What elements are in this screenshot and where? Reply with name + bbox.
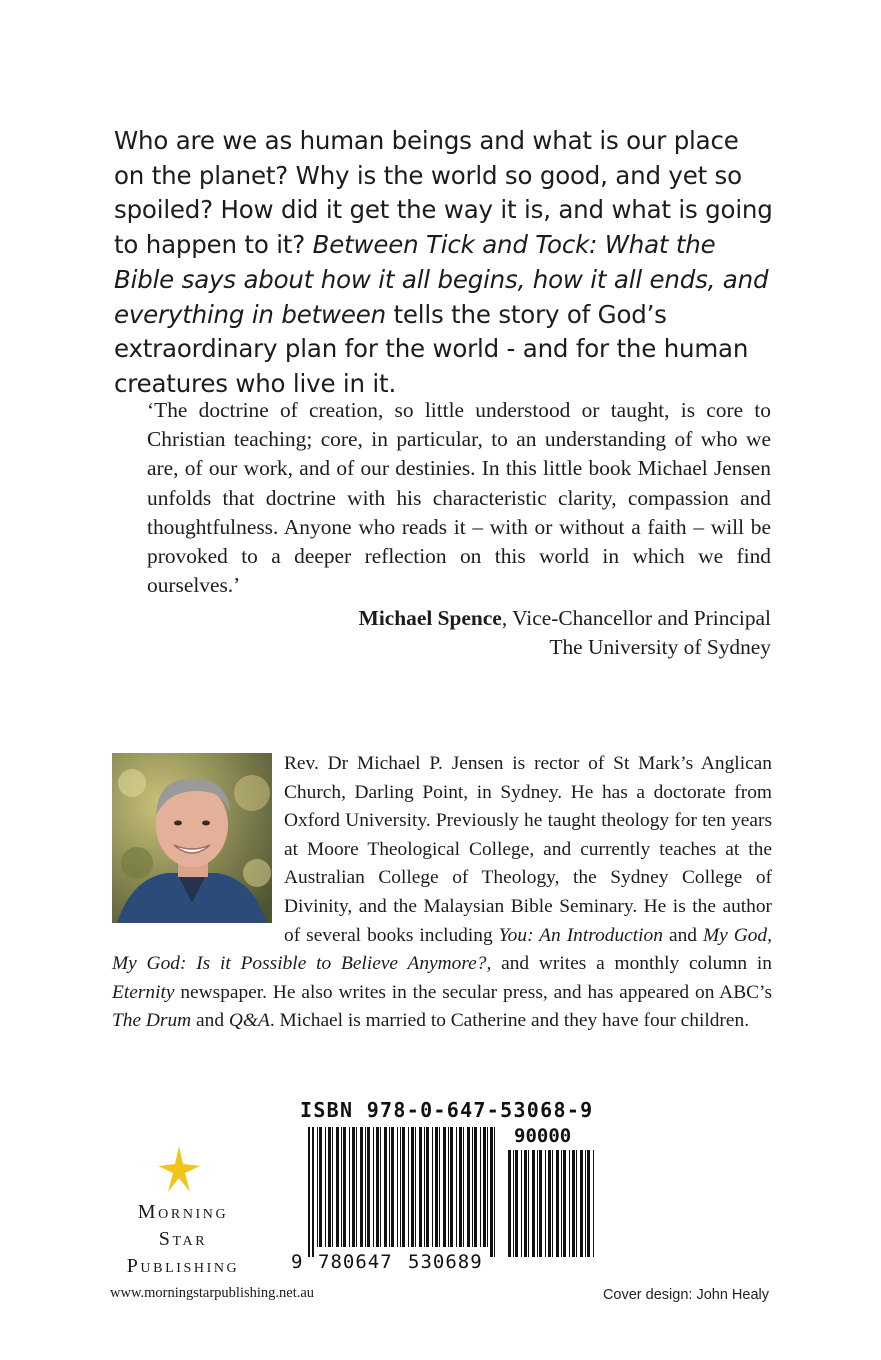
show-title-the-drum: The Drum	[112, 1010, 192, 1032]
barcode-bar	[515, 1150, 518, 1257]
publisher-name-line-2: Star	[158, 1228, 208, 1250]
barcode-bar	[391, 1127, 394, 1247]
barcode-digits-left: 780647	[318, 1251, 393, 1273]
barcode-bar	[360, 1127, 363, 1247]
bio-text: Rev. Dr Michael P. Jensen is rector of St Mark’s Anglican Church, Darling Point, in Sydney. He has a doctorate from Oxford University. Previously he taught theology for ten years at Moore Theological College, and currently teaches at the Australian College of Theology, the Sydney College of Divinity, and the Malaysian Bible Seminary. He is the author of several books including	[284, 753, 772, 946]
barcode-bar	[552, 1150, 553, 1257]
barcode-bar	[319, 1127, 322, 1247]
barcode-digit-first: 9	[291, 1251, 303, 1273]
barcode-bar	[411, 1127, 414, 1247]
endorser-name: Michael Spence	[358, 606, 502, 630]
barcode-bar	[352, 1127, 355, 1247]
barcode-bar	[480, 1127, 481, 1247]
barcode-bar	[435, 1127, 438, 1247]
barcode-bar	[508, 1150, 511, 1257]
barcode-bar	[472, 1127, 473, 1247]
barcode-bar	[356, 1127, 357, 1247]
book-title-my-god: My God, My God: Is it Possible to Believe Anymore?,	[112, 924, 772, 975]
barcode-bar	[569, 1150, 570, 1257]
barcode-bar	[373, 1127, 374, 1247]
barcode-bar	[561, 1150, 562, 1257]
barcode-bar	[424, 1127, 425, 1247]
barcode-bar	[432, 1127, 433, 1247]
barcode-bar	[539, 1150, 542, 1257]
barcode-bar	[400, 1127, 401, 1247]
barcode-bar	[463, 1127, 464, 1247]
bio-text: and	[662, 924, 703, 946]
blurb-text-2: tells the story of God’s extraordinary plan for the world - and for the human creatures who live in it.	[114, 299, 749, 398]
book-title: Between Tick and Tock: What the Bible says about how it all begins, how it all ends, and everything in between	[114, 230, 769, 329]
barcode-bar	[376, 1127, 379, 1247]
barcode-bar	[494, 1127, 495, 1257]
endorser-institution: The University of Sydney	[549, 635, 771, 660]
barcode-bar	[328, 1127, 331, 1247]
barcode-bar	[459, 1127, 462, 1247]
barcode-bar	[426, 1127, 429, 1247]
barcode-bar	[513, 1150, 514, 1257]
barcode-bar	[336, 1127, 339, 1247]
cover-design-credit: Cover design: John Healy	[602, 1287, 769, 1303]
author-bio	[112, 750, 772, 1036]
barcode-bar	[450, 1127, 453, 1247]
barcode-bar	[587, 1150, 590, 1257]
barcode-bar	[572, 1150, 575, 1257]
bio-text: and writes a monthly column in	[491, 953, 772, 975]
barcode-bar	[397, 1127, 398, 1247]
barcode-bar	[408, 1127, 409, 1247]
barcode-guard-bar	[308, 1127, 310, 1257]
barcode-bar	[487, 1127, 488, 1247]
barcode-bar	[415, 1127, 416, 1247]
book-title-you: You: An Introduction	[498, 924, 663, 946]
publisher-url[interactable]: www.morningstarpublishing.net.au	[110, 1285, 315, 1301]
bio-text: . Michael is married to Catherine and they have four children.	[269, 1010, 750, 1032]
barcode-bar	[483, 1127, 486, 1247]
barcode-bar	[580, 1150, 583, 1257]
barcode-bar	[443, 1127, 446, 1247]
barcode-bar	[341, 1127, 342, 1247]
barcode-bar	[524, 1150, 527, 1257]
publisher-name-line-3: Publishing	[126, 1255, 240, 1277]
barcode-digits-right: 530689	[408, 1251, 483, 1273]
barcode-bar	[389, 1127, 390, 1247]
barcode-bar	[490, 1127, 493, 1257]
price-code: 90000	[514, 1125, 572, 1147]
barcode-bar	[474, 1127, 477, 1247]
barcode-bar	[585, 1150, 586, 1257]
barcode-bar	[343, 1127, 346, 1247]
publisher-name-line-1: Morning	[137, 1201, 229, 1223]
barcode-bar	[576, 1150, 577, 1257]
bio-text: newspaper. He also writes in the secular press, and has appeared on ABC’s	[174, 981, 772, 1003]
barcode-guard-bar	[312, 1127, 314, 1257]
endorser-role: , Vice-Chancellor and Principal	[501, 606, 771, 630]
barcode-bar	[456, 1127, 457, 1247]
barcode-bar	[365, 1127, 366, 1247]
blurb-text-1: Who are we as human beings and what is our place on the planet? Why is the world so good, and yet so spoiled? How did it get the way it is, and what is going to happen to it?	[114, 126, 773, 260]
barcode-bar	[521, 1150, 522, 1257]
barcode-bar	[384, 1127, 387, 1247]
barcode-bar	[402, 1127, 405, 1247]
isbn-label: ISBN 978-0-647-53068-9	[300, 1098, 594, 1122]
barcode-bar	[593, 1150, 594, 1257]
endorsement-quote: ‘The doctrine of creation, so little understood or taught, is core to Christian teaching; core, in particular, to an understanding of who we are, of our work, and of our destinies. In this little book Michael Jensen unfolds that doctrine with his characteristic clarity, compassion and thoughtfulness. Anyone who reads it – with or without a faith – will be provoked to a deeper reflection on this world in which we find ourselves.’	[147, 398, 771, 598]
barcode-bar	[317, 1127, 318, 1247]
barcode-bar	[332, 1127, 333, 1247]
barcode-bar	[325, 1127, 326, 1247]
barcode-bar	[448, 1127, 449, 1247]
barcode-bar	[545, 1150, 546, 1257]
bio-text: and	[191, 1010, 229, 1032]
barcode-bar	[419, 1127, 422, 1247]
blurb-paragraph	[114, 124, 774, 402]
star-icon	[158, 1146, 200, 1192]
barcode-bar	[563, 1150, 566, 1257]
isbn-barcode	[290, 1122, 600, 1274]
barcode-bar	[349, 1127, 350, 1247]
newspaper-title: Eternity	[112, 981, 175, 1003]
barcode-bar	[528, 1150, 529, 1257]
barcode-bar	[548, 1150, 551, 1257]
endorsement-attribution	[211, 604, 771, 662]
photo-spacer	[112, 750, 284, 922]
barcode-bar	[367, 1127, 370, 1247]
barcode-bar	[556, 1150, 559, 1257]
show-title-qa: Q&A	[228, 1010, 270, 1032]
barcode-bar	[537, 1150, 538, 1257]
barcode-bar	[532, 1150, 535, 1257]
barcode-bar	[380, 1127, 381, 1247]
barcode-bar	[467, 1127, 470, 1247]
barcode-bar	[439, 1127, 440, 1247]
